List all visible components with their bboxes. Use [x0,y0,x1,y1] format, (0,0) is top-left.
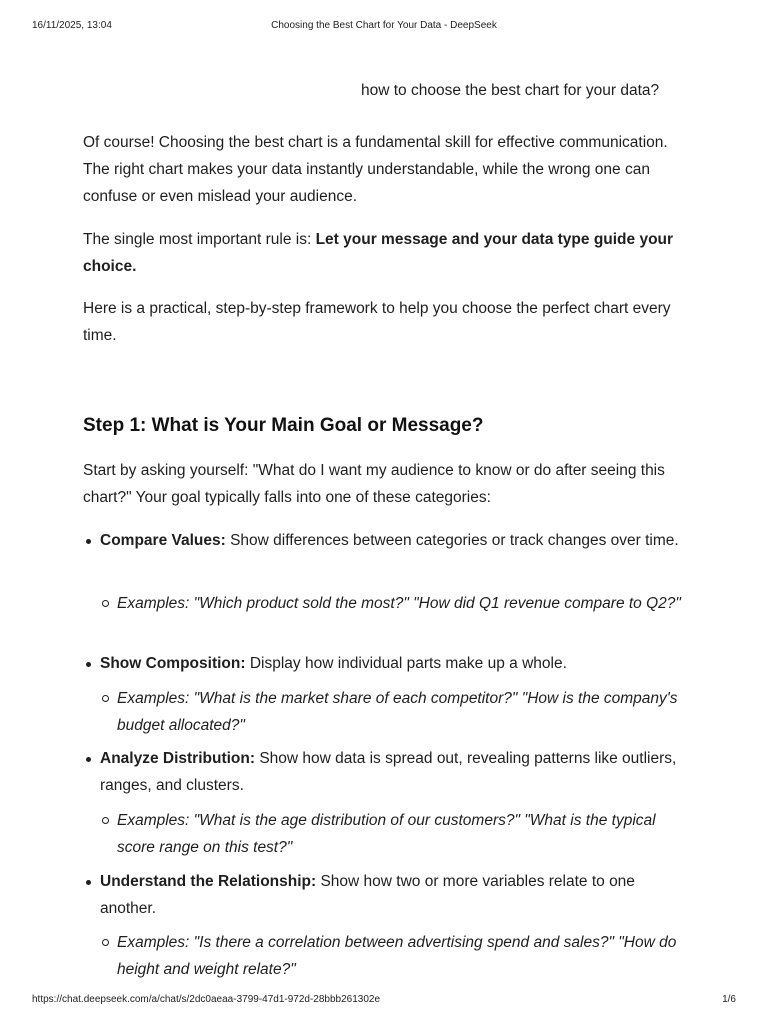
goal-text [100,868,693,922]
goal-title: Compare Values: [100,532,226,549]
circle-bullet-icon [102,939,109,946]
example-item-compare [100,590,693,617]
example-text: Examples: "What is the age distribution of our customers?" "What is the typical score range on this test?" [117,812,656,856]
goal-desc: Show how two or more variables relate to one another. [100,873,635,917]
goal-title: Understand the Relationship: [100,873,317,890]
bullet-icon [86,757,91,762]
step1-lead: Start by asking yourself: "What do I want my audience to know or do after seeing this chart?" Your goal typically falls into one of these categories: [83,462,665,506]
goal-item-distribution [83,745,693,799]
goal-desc: Display how individual parts make up a whole. [245,655,567,672]
example-item-composition [100,685,693,739]
bullet-icon [86,880,91,885]
goal-text [100,650,693,677]
goal-item-relationship [83,868,693,922]
goal-desc: Show how data is spread out, revealing patterns like outliers, ranges, and clusters. [100,750,677,794]
goal-desc: Show differences between categories or track changes over time. [225,532,679,549]
goal-title: Show Composition: [100,655,246,672]
print-footer [32,994,736,1008]
step1-heading: Step 1: What is Your Main Goal or Message? [83,415,484,436]
answer-framework: Here is a practical, step-by-step framework to help you choose the perfect chart every time. [83,300,671,344]
goal-item-composition [83,650,693,677]
circle-bullet-icon [102,817,109,824]
example-text: Examples: "Is there a correlation between advertising spend and sales?" "How do height and weight relate?" [117,934,677,978]
example-item-relationship [100,929,693,983]
user-message: how to choose the best chart for your data? [361,82,660,99]
example-text: Examples: "What is the market share of each competitor?" "How is the company's budget allocated?" [117,690,678,734]
print-header [32,20,736,34]
circle-bullet-icon [102,695,109,702]
goal-title: Analyze Distribution: [100,750,256,767]
page-number: 1/6 [722,994,736,1005]
rule-bold: Let your message and your data type guide your choice. [83,231,674,275]
goal-text [100,527,693,554]
goal-text [100,745,693,799]
print-date: 16/11/2025, 13:04 [32,20,112,31]
example-item-distribution [100,807,693,861]
print-title: Choosing the Best Chart for Your Data - DeepSeek [271,20,497,31]
example-text: Examples: "Which product sold the most?" "How did Q1 revenue compare to Q2?" [117,595,681,612]
bullet-icon [86,662,91,667]
goal-item-compare [83,527,693,554]
answer-intro: Of course! Choosing the best chart is a fundamental skill for effective communication. The right chart makes your data instantly understandable, while the wrong one can confuse or even mislead your audience. [83,134,668,205]
print-url: https://chat.deepseek.com/a/chat/s/2dc0aeaa-3799-47d1-972d-28bbb261302e [32,994,381,1005]
answer-rule [83,226,693,280]
rule-prefix: The single most important rule is: [83,231,316,248]
bullet-icon [86,539,91,544]
circle-bullet-icon [102,600,109,607]
